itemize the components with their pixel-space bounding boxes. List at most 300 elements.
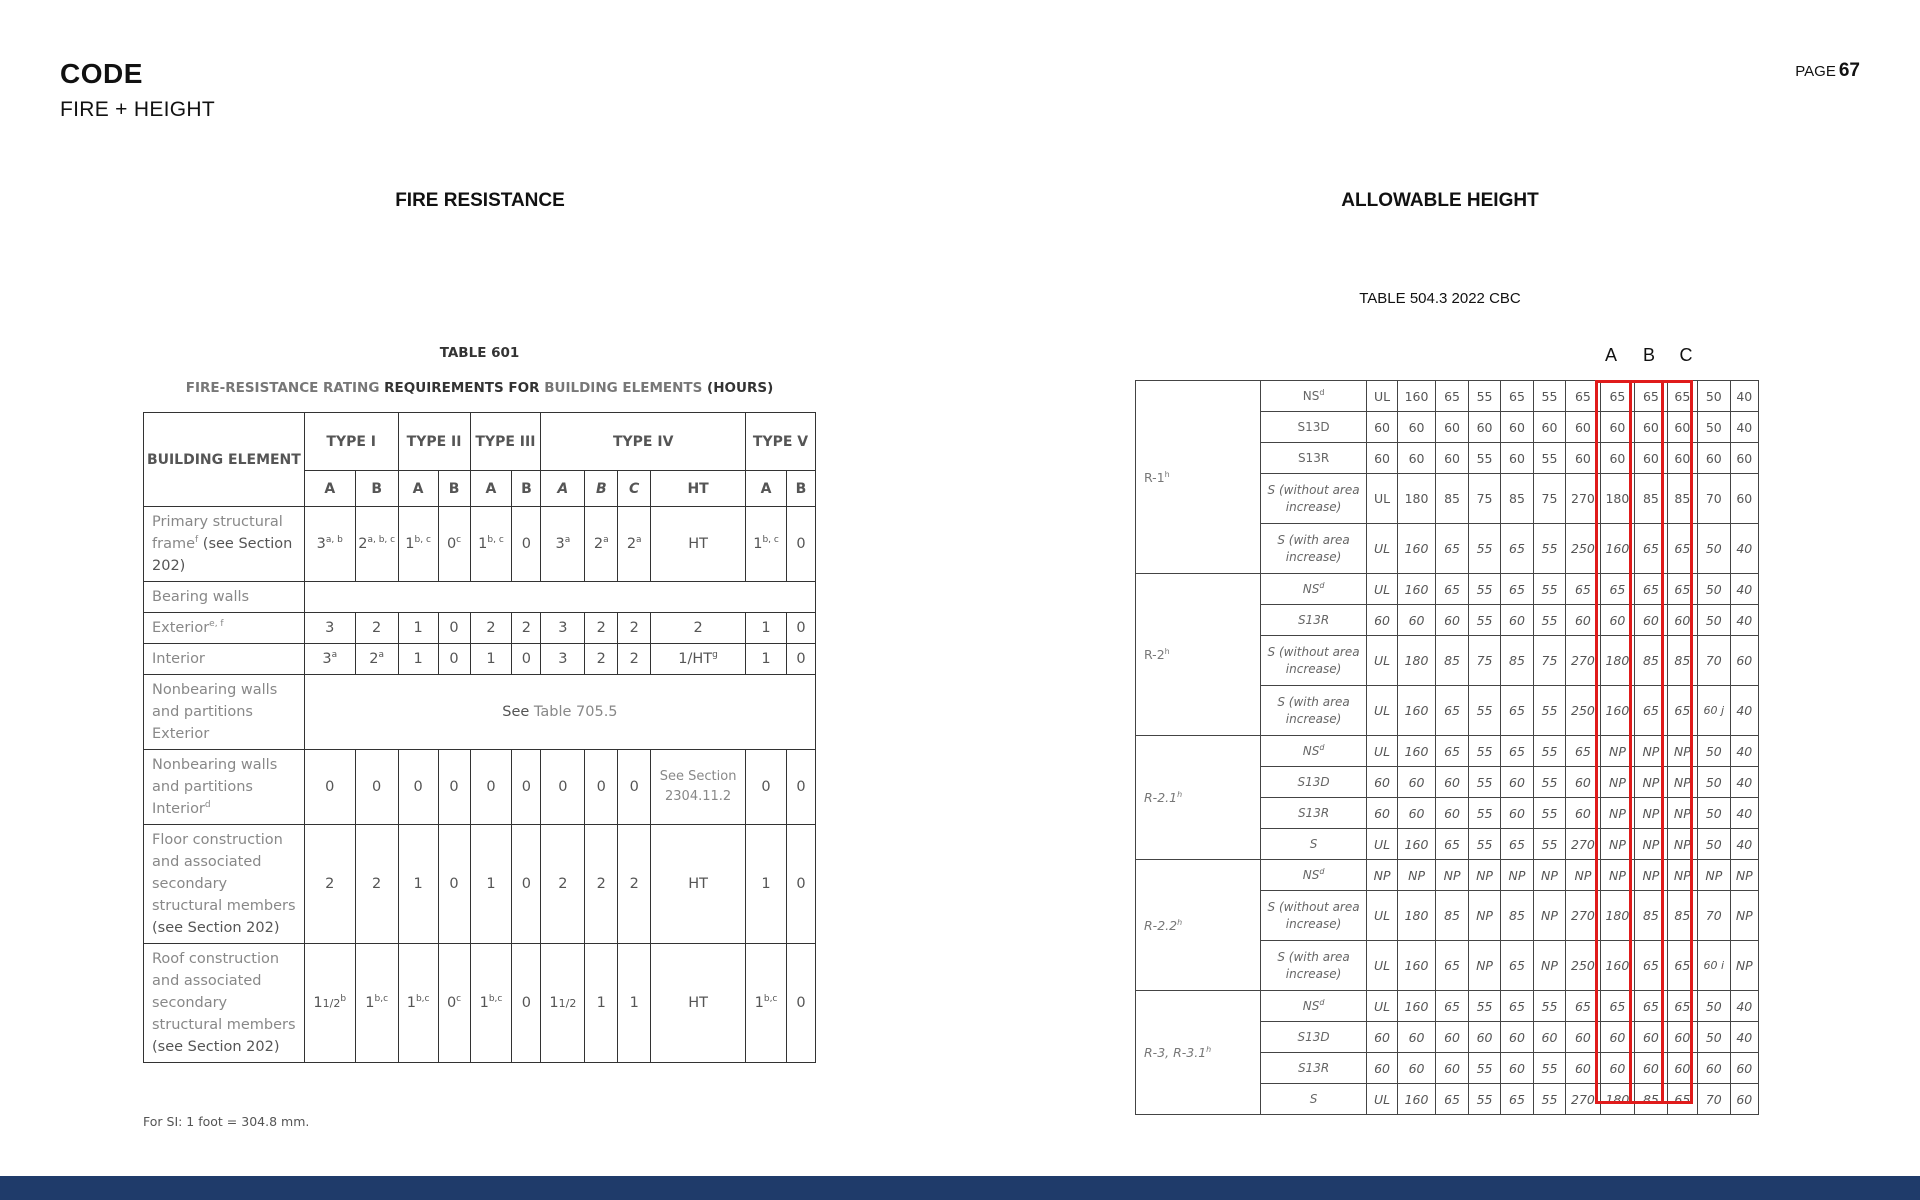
footnote-marker: b, c [762,535,779,546]
occupancy-group-cell [1136,574,1261,736]
footnote-marker: c [456,535,462,546]
rating-value: 1/HT [678,651,713,667]
rating-cell [438,507,470,582]
height-value-cell: 60 [1367,443,1397,474]
height-value-cell: 65 [1600,991,1634,1022]
footnote-marker: b,c [415,994,430,1005]
height-value-cell: 60 [1600,443,1634,474]
sprinkler-type-cell [1260,381,1367,412]
rating-value: 1 [313,995,323,1011]
rating-value: 0 [796,651,806,667]
rating-value: 0 [325,779,335,795]
table-row [144,750,816,825]
type-header: TYPE II [398,413,470,471]
height-value-cell: 55 [1533,736,1565,767]
rating-value: 0 [761,779,771,795]
rating-value: 2 [596,651,606,667]
height-value-cell: 60 [1501,798,1533,829]
section-reference: (see Section 202) [152,1039,280,1055]
footnote-marker: a [331,650,338,661]
occupancy-group-label: R-2 [1144,647,1165,662]
subcol-header: A [746,471,787,507]
height-value-cell: NP [1600,798,1634,829]
occupancy-group-cell [1136,736,1261,860]
height-value-cell: NP [1600,736,1634,767]
occupancy-group-cell [1136,991,1261,1115]
rating-cell [746,644,787,675]
height-value-cell: 65 [1501,829,1533,860]
sprinkler-type-cell [1260,891,1367,941]
height-value-cell: NP [1367,860,1397,891]
rating-value: 1 [753,536,763,552]
rating-cell [541,613,585,644]
height-value-cell: NP [1667,767,1697,798]
height-value-cell: 50 [1698,1022,1730,1053]
height-value-cell: 160 [1600,941,1634,991]
sprinkler-type-label: S [1309,1091,1318,1106]
sprinkler-type-cell [1260,574,1367,605]
footnote-marker: f [195,535,199,546]
rating-cell [470,613,512,644]
merged-reference-cell [304,675,815,750]
height-value-cell: 55 [1533,767,1565,798]
height-value-cell: 160 [1397,991,1436,1022]
height-value-cell: 65 [1501,686,1533,736]
table-601-footnote: For SI: 1 foot = 304.8 mm. [143,1114,310,1129]
sprinkler-type-cell [1260,1022,1367,1053]
height-value-cell: UL [1367,474,1397,524]
rating-cell [304,825,355,944]
table-row [144,944,816,1063]
rating-value: 2 [593,536,604,552]
sprinkler-type-cell [1260,767,1367,798]
height-value-cell: NP [1600,829,1634,860]
height-value-cell: 40 [1730,991,1758,1022]
height-value-cell: 65 [1566,381,1600,412]
sprinkler-type-cell [1260,798,1367,829]
height-value-cell: NP [1468,860,1500,891]
height-value-cell: 60 [1566,605,1600,636]
sprinkler-type-label: S (without area increase) [1267,644,1360,676]
height-value-cell: NP [1600,860,1634,891]
height-value-cell: 160 [1600,686,1634,736]
height-value-cell: 270 [1566,636,1600,686]
rating-value: 0 [486,779,496,795]
section-title-fire-resistance: FIRE RESISTANCE [395,190,565,211]
rating-cell [585,825,618,944]
rating-cell [470,644,512,675]
footnote-marker: h [1164,469,1170,479]
building-element-cell [144,675,305,750]
height-value-cell: NP [1635,798,1667,829]
height-value-cell: UL [1367,736,1397,767]
height-value-cell: 65 [1501,524,1533,574]
height-value-cell: NP [1436,860,1468,891]
rating-cell [585,644,618,675]
height-value-cell: 60 [1635,605,1667,636]
height-value-cell: 60 [1667,443,1697,474]
height-value-cell: 65 [1635,941,1667,991]
rating-value: 3 [325,620,335,636]
height-value-cell: 50 [1698,574,1730,605]
building-element-label: Floor construction and associated secondary structural members [152,832,296,914]
rating-value: 1 [629,995,639,1011]
subcol-header: A [470,471,512,507]
height-value-cell: 60 [1566,1053,1600,1084]
footnote-marker: b,c [763,994,778,1005]
rating-cell [746,507,787,582]
rating-value: 1 [761,651,771,667]
height-value-cell: 85 [1436,474,1468,524]
rating-fraction: 1/2 [322,997,341,1010]
height-value-cell: 160 [1397,1084,1436,1115]
height-value-cell: 55 [1533,829,1565,860]
height-value-cell: NP [1730,860,1758,891]
rating-cell [585,507,618,582]
sprinkler-type-label: S (without area increase) [1267,482,1360,514]
table-row [144,507,816,582]
rating-value: 0 [372,779,382,795]
footnote-marker: a [564,535,571,546]
height-value-cell: NP [1698,860,1730,891]
rating-value: 3 [558,620,568,636]
height-value-cell: NP [1501,860,1533,891]
height-value-cell: 60 [1667,1022,1697,1053]
height-value-cell: 55 [1468,767,1500,798]
rating-cell [438,825,470,944]
rating-value: 2 [629,651,639,667]
rating-value: 1 [413,651,423,667]
height-value-cell: 60 [1667,412,1697,443]
highlight-divider [1661,380,1664,1104]
height-value-cell: 180 [1397,474,1436,524]
height-value-cell: 65 [1667,941,1697,991]
footnote-marker: b,c [488,994,503,1005]
rating-value: 1 [406,995,416,1011]
table-504-3 [1135,380,1759,1115]
height-value-cell: 65 [1436,574,1468,605]
rating-cell [651,825,746,944]
sprinkler-type-label: S (with area increase) [1277,949,1350,981]
rating-cell [512,644,541,675]
rating-value: 1 [478,536,488,552]
rating-value: 3 [558,651,568,667]
rating-cell [398,944,438,1063]
height-value-cell: 65 [1635,991,1667,1022]
height-value-cell: 55 [1533,381,1565,412]
sprinkler-type-cell [1260,860,1367,891]
sprinkler-type-cell [1260,605,1367,636]
height-value-cell: 60 [1397,605,1436,636]
height-value-cell: 160 [1600,524,1634,574]
height-value-cell: NP [1730,891,1758,941]
rating-cell [786,613,815,644]
sprinkler-type-cell [1260,736,1367,767]
height-value-cell: 65 [1436,736,1468,767]
table-504-caption: TABLE 504.3 2022 CBC [1359,290,1521,307]
height-value-cell: 60 [1397,443,1436,474]
height-value-cell: 60 [1501,1053,1533,1084]
height-value-cell: 60 [1501,412,1533,443]
building-element-cell [144,507,305,582]
rating-value: 0 [449,651,459,667]
rating-cell [618,613,651,644]
sprinkler-type-cell [1260,1084,1367,1115]
height-value-cell: 180 [1600,474,1634,524]
height-value-cell: 85 [1635,1084,1667,1115]
table-601-subtitle [143,380,816,396]
height-value-cell: 65 [1566,736,1600,767]
subcol-header: C [618,471,651,507]
footnote-marker: d [1319,997,1325,1007]
height-value-cell: 60 [1566,767,1600,798]
rating-value: 2 [629,620,639,636]
footnote-marker: d [1319,580,1325,590]
height-value-cell: 60 [1600,1053,1634,1084]
rating-value: 0 [446,536,457,552]
subcol-header: HT [651,471,746,507]
height-value-cell: 60 [1367,798,1397,829]
height-value-cell: 70 [1698,474,1730,524]
rating-value: 1 [596,995,606,1011]
height-value-cell: 40 [1730,381,1758,412]
subtitle-part: (HOURS) [702,380,774,396]
height-value-cell: 40 [1730,605,1758,636]
empty-cell [304,582,815,613]
rating-cell [618,750,651,825]
height-value-cell: UL [1367,381,1397,412]
sprinkler-type-label: S (with area increase) [1277,532,1350,564]
footnote-marker: a, b [325,535,343,546]
table-601-caption: TABLE 601 [439,345,520,361]
height-value-cell: NP [1667,736,1697,767]
rating-cell [746,613,787,644]
type-header: TYPE III [470,413,541,471]
height-value-cell: 40 [1730,736,1758,767]
height-value-cell: 85 [1635,891,1667,941]
height-value-cell: 85 [1501,474,1533,524]
height-value-cell: UL [1367,636,1397,686]
height-value-cell: 55 [1533,524,1565,574]
rating-value: 0 [796,536,806,552]
footnote-marker: g [712,650,718,661]
rating-cell [512,507,541,582]
footnote-marker: h [1164,646,1170,656]
rating-cell [398,750,438,825]
height-value-cell: 50 [1698,605,1730,636]
height-value-cell: 55 [1468,736,1500,767]
building-element-cell [144,613,305,644]
rating-value: 2 [521,620,532,636]
page-number [1795,60,1860,82]
rating-cell [355,613,398,644]
sprinkler-type-label: S (with area increase) [1277,694,1350,726]
height-value-cell: NP [1667,829,1697,860]
height-value-cell: 60 [1600,605,1634,636]
height-value-cell: 55 [1533,574,1565,605]
height-value-cell: 60 [1730,1053,1758,1084]
height-value-cell: 60 [1501,767,1533,798]
building-element-label: Roof construction and associated secondary structural members [152,951,296,1033]
height-value-cell: 60 [1566,1022,1600,1053]
rating-value: 1 [761,620,771,636]
rating-value: 1 [486,651,496,667]
page-title: CODE [60,58,143,89]
rating-cell [470,944,512,1063]
height-value-cell: 160 [1397,381,1436,412]
rating-cell [304,507,355,582]
height-value-cell: 270 [1566,891,1600,941]
height-value-cell: 65 [1436,941,1468,991]
height-value-cell: 60 [1566,443,1600,474]
height-value-cell: 50 [1698,767,1730,798]
reference-link: Table 705.5 [533,704,618,720]
rating-value: 0 [521,779,532,795]
rating-cell [304,644,355,675]
height-value-cell: 160 [1397,736,1436,767]
height-value-cell: 85 [1667,891,1697,941]
rating-value: 1 [754,995,764,1011]
height-value-cell: 65 [1436,991,1468,1022]
height-value-cell: 55 [1468,524,1500,574]
occupancy-group-cell [1136,860,1261,991]
rating-cell [541,750,585,825]
rating-value: See Section 2304.11.2 [659,769,737,804]
height-value-cell: 55 [1468,798,1500,829]
height-value-cell: NP [1635,860,1667,891]
rating-value: 0 [413,779,423,795]
height-value-cell: 60 [1501,605,1533,636]
height-value-cell: 65 [1436,381,1468,412]
rating-cell [512,825,541,944]
height-value-cell: UL [1367,686,1397,736]
rating-value: 2 [558,876,568,892]
height-value-cell: 60 [1600,412,1634,443]
table-row [1136,574,1759,605]
subcol-header: B [786,471,815,507]
height-value-cell: 270 [1566,474,1600,524]
height-value-cell: 65 [1436,524,1468,574]
height-value-cell: 65 [1667,381,1697,412]
rating-cell [512,750,541,825]
highlight-label-b: B [1642,345,1655,365]
rating-value: 2 [369,651,379,667]
height-value-cell: 55 [1468,443,1500,474]
footnote-marker: b, c [487,535,504,546]
footnote-marker: a, b, c [367,535,396,546]
sprinkler-type-label: S (without area increase) [1267,899,1360,931]
height-value-cell: 65 [1600,574,1634,605]
height-value-cell: 55 [1468,1053,1500,1084]
height-value-cell: NP [1533,941,1565,991]
rating-cell [398,825,438,944]
height-value-cell: 60 [1436,443,1468,474]
sprinkler-type-label: NS [1302,867,1320,882]
height-value-cell: NP [1667,860,1697,891]
height-value-cell: 55 [1468,1084,1500,1115]
height-value-cell: 60 [1397,767,1436,798]
rating-cell [541,507,585,582]
height-value-cell: 85 [1501,636,1533,686]
height-value-cell: 60 [1468,412,1500,443]
rating-cell [304,613,355,644]
footnote-marker: a [603,535,609,546]
height-value-cell: 250 [1566,941,1600,991]
section-title-allowable-height: ALLOWABLE HEIGHT [1341,190,1539,211]
subtitle-part: REQUIREMENTS FOR [379,380,545,396]
rating-value: 1 [761,876,771,892]
rating-value: 2 [629,876,639,892]
footnote-marker: d [1319,387,1325,397]
height-value-cell: 60 [1367,605,1397,636]
height-value-cell: 60 [1501,1022,1533,1053]
page-number-value: 67 [1838,60,1860,81]
footnote-marker: e, f [209,619,224,630]
rating-cell [438,944,470,1063]
height-value-cell: 60 [1397,1022,1436,1053]
height-value-cell: 55 [1533,443,1565,474]
height-value-cell: 65 [1501,941,1533,991]
rating-value: 2 [626,536,637,552]
height-value-cell: 65 [1667,574,1697,605]
height-value-cell: 60 [1397,798,1436,829]
height-value-cell: 250 [1566,524,1600,574]
building-element-cell [144,825,305,944]
section-reference: (see Section 202) [152,920,280,936]
table-row [1136,736,1759,767]
height-value-cell: 60 i [1698,941,1730,991]
rating-cell [355,944,398,1063]
rating-cell [398,644,438,675]
height-value-cell: 65 [1436,1084,1468,1115]
sprinkler-type-label: S13R [1297,612,1330,627]
rating-fraction: 1/2 [558,997,577,1010]
height-value-cell: 40 [1730,686,1758,736]
building-element-cell [144,750,305,825]
footnote-marker: d [1319,742,1325,752]
height-value-cell: 85 [1667,636,1697,686]
building-element-cell [144,644,305,675]
height-value-cell: 65 [1667,686,1697,736]
rating-value: 1 [549,995,559,1011]
height-value-cell: 250 [1566,686,1600,736]
footnote-marker: h [1206,1044,1212,1054]
section-reference: (see Section 202) [152,536,293,574]
height-value-cell: NP [1468,891,1500,941]
height-value-cell: 40 [1730,574,1758,605]
height-value-cell: 60 [1533,1022,1565,1053]
height-value-cell: UL [1367,1084,1397,1115]
height-value-cell: 40 [1730,767,1758,798]
rating-value: 2 [486,620,496,636]
height-value-cell: 160 [1397,829,1436,860]
sprinkler-type-cell [1260,991,1367,1022]
rating-cell [541,644,585,675]
height-value-cell: 270 [1566,829,1600,860]
rating-value: 2 [325,876,335,892]
rating-value: 2 [596,620,606,636]
height-value-cell: 65 [1635,524,1667,574]
height-value-cell: 50 [1698,381,1730,412]
rating-cell [651,613,746,644]
height-value-cell: 180 [1600,636,1634,686]
rating-cell [470,825,512,944]
height-value-cell: NP [1635,736,1667,767]
sprinkler-type-label: S13R [1297,805,1330,820]
height-value-cell: 85 [1635,636,1667,686]
rating-cell [618,507,651,582]
sprinkler-type-cell [1260,524,1367,574]
